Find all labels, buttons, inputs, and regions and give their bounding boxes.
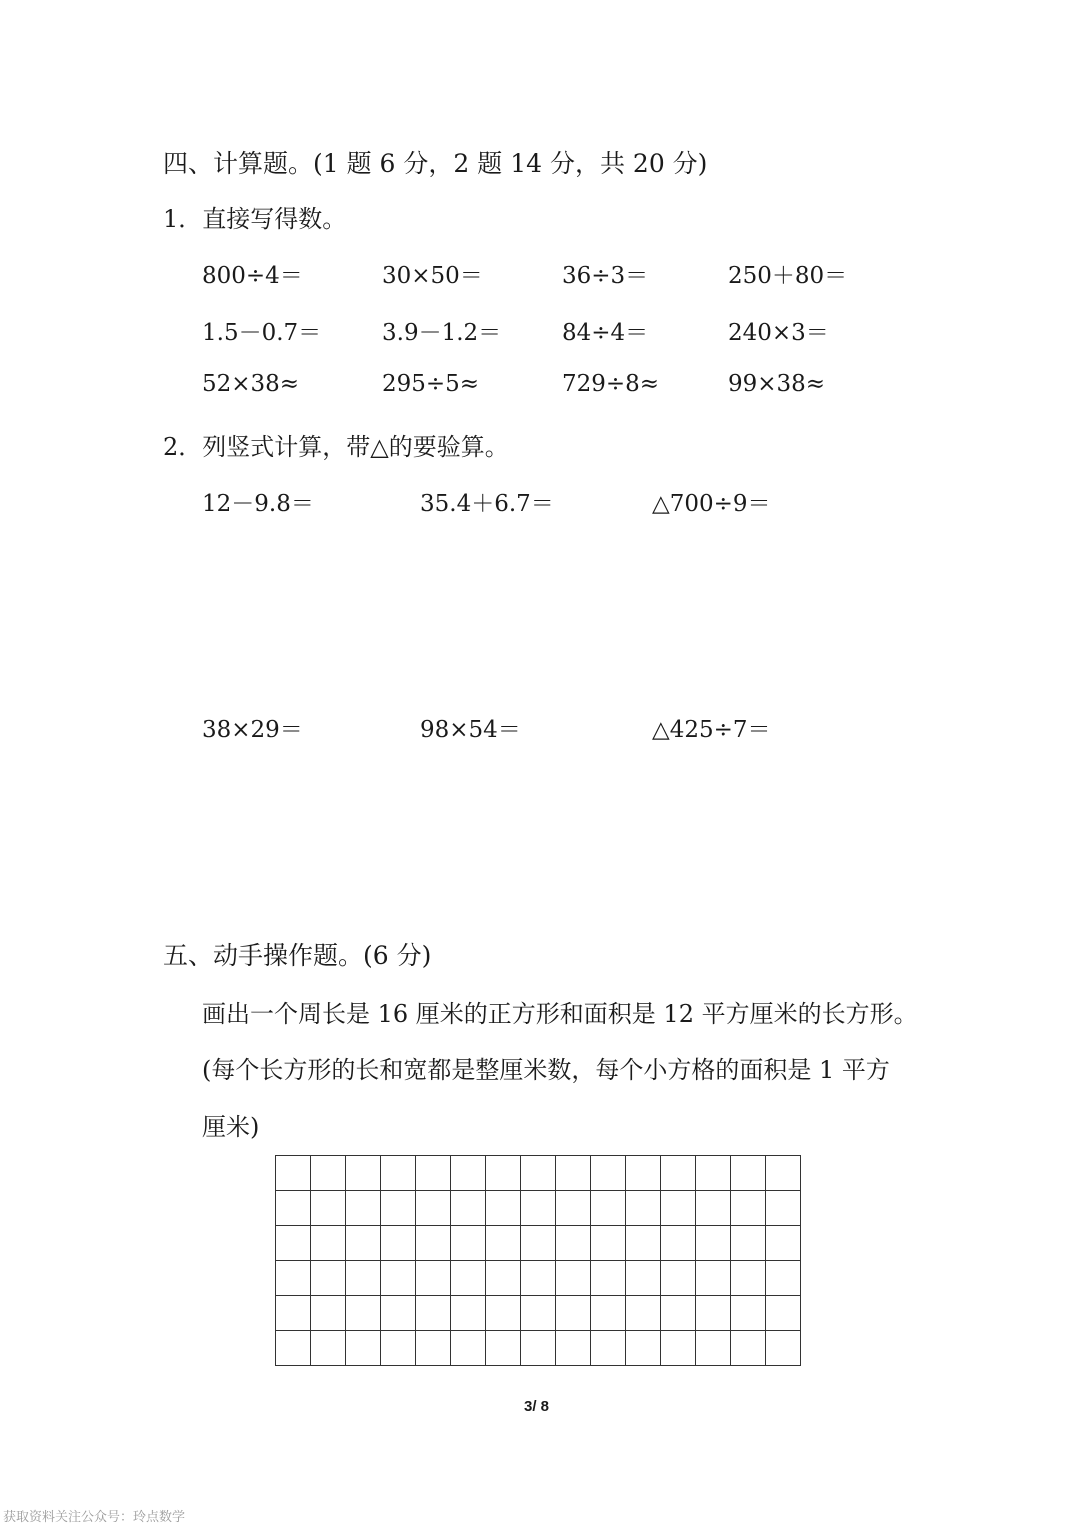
grid-cell[interactable] <box>556 1226 591 1261</box>
grid-cell[interactable] <box>591 1261 626 1296</box>
grid-cell[interactable] <box>381 1331 416 1366</box>
grid-cell[interactable] <box>766 1156 801 1191</box>
watermark: 获取资料关注公众号：玲点数学 <box>3 1510 186 1525</box>
instruction-line: 厘米) <box>202 1113 260 1141</box>
grid-cell[interactable] <box>381 1156 416 1191</box>
grid-cell[interactable] <box>381 1261 416 1296</box>
q1-expression: 250＋80＝ <box>728 263 848 289</box>
q1-expression: 99×38≈ <box>728 371 826 397</box>
grid-cell[interactable] <box>311 1156 346 1191</box>
grid-cell[interactable] <box>731 1296 766 1331</box>
grid-cell[interactable] <box>661 1191 696 1226</box>
section-4-title: 四、计算题。(1 题 6 分，2 题 14 分，共 20 分) <box>163 149 708 178</box>
grid-cell[interactable] <box>626 1331 661 1366</box>
drawing-grid[interactable] <box>275 1155 801 1366</box>
grid-cell[interactable] <box>766 1331 801 1366</box>
grid-cell[interactable] <box>521 1156 556 1191</box>
grid-cell[interactable] <box>381 1296 416 1331</box>
grid-cell[interactable] <box>486 1191 521 1226</box>
grid-cell[interactable] <box>311 1191 346 1226</box>
grid-cell[interactable] <box>276 1331 311 1366</box>
grid-cell[interactable] <box>696 1331 731 1366</box>
grid-cell[interactable] <box>451 1261 486 1296</box>
grid-cell[interactable] <box>731 1331 766 1366</box>
grid-cell[interactable] <box>416 1261 451 1296</box>
grid-cell[interactable] <box>451 1226 486 1261</box>
grid-cell[interactable] <box>591 1226 626 1261</box>
grid-row <box>276 1331 801 1366</box>
grid-row <box>276 1261 801 1296</box>
q1-expression: 240×3＝ <box>728 320 829 346</box>
grid-cell[interactable] <box>766 1261 801 1296</box>
grid-cell[interactable] <box>556 1331 591 1366</box>
q2-expression: 12－9.8＝ <box>202 491 314 517</box>
grid-cell[interactable] <box>311 1296 346 1331</box>
instruction-line: (每个长方形的长和宽都是整厘米数，每个小方格的面积是 1 平方 <box>202 1056 890 1084</box>
grid-cell[interactable] <box>696 1261 731 1296</box>
grid-cell[interactable] <box>276 1226 311 1261</box>
grid-cell[interactable] <box>451 1331 486 1366</box>
q2-expression: 38×29＝ <box>202 717 303 743</box>
q1-expression: 52×38≈ <box>202 371 300 397</box>
grid-cell[interactable] <box>311 1331 346 1366</box>
q1-expression: 3.9－1.2＝ <box>382 320 502 346</box>
grid-cell[interactable] <box>416 1296 451 1331</box>
grid-cell[interactable] <box>731 1226 766 1261</box>
grid-cell[interactable] <box>626 1296 661 1331</box>
grid-cell[interactable] <box>521 1191 556 1226</box>
grid-row <box>276 1156 801 1191</box>
grid-cell[interactable] <box>556 1296 591 1331</box>
grid-cell[interactable] <box>731 1261 766 1296</box>
grid-cell[interactable] <box>486 1261 521 1296</box>
grid-row <box>276 1191 801 1226</box>
grid-cell[interactable] <box>626 1156 661 1191</box>
grid-cell[interactable] <box>696 1296 731 1331</box>
grid-cell[interactable] <box>661 1226 696 1261</box>
q1-expression: 1.5－0.7＝ <box>202 320 322 346</box>
q2-expression: 98×54＝ <box>420 717 521 743</box>
grid-cell[interactable] <box>311 1261 346 1296</box>
grid-cell[interactable] <box>556 1156 591 1191</box>
grid-cell[interactable] <box>346 1226 381 1261</box>
q1-expression: 36÷3＝ <box>562 263 649 289</box>
question-2-label: 2．列竖式计算，带△的要验算。 <box>163 433 509 461</box>
grid-cell[interactable] <box>276 1261 311 1296</box>
grid-cell[interactable] <box>731 1191 766 1226</box>
question-1-label: 1．直接写得数。 <box>163 205 347 233</box>
grid-cell[interactable] <box>696 1156 731 1191</box>
grid-cell[interactable] <box>346 1296 381 1331</box>
instruction-line: 画出一个周长是 16 厘米的正方形和面积是 12 平方厘米的长方形。 <box>202 1000 918 1028</box>
grid-cell[interactable] <box>591 1156 626 1191</box>
grid-cell[interactable] <box>381 1191 416 1226</box>
grid-cell[interactable] <box>626 1191 661 1226</box>
q2-expression: △700÷9＝ <box>652 491 771 517</box>
grid-cell[interactable] <box>346 1156 381 1191</box>
grid-cell[interactable] <box>416 1331 451 1366</box>
q1-expression: 84÷4＝ <box>562 320 649 346</box>
grid-cell[interactable] <box>311 1226 346 1261</box>
grid-cell[interactable] <box>626 1261 661 1296</box>
grid-cell[interactable] <box>696 1191 731 1226</box>
grid-cell[interactable] <box>346 1331 381 1366</box>
grid-cell[interactable] <box>766 1191 801 1226</box>
grid-cell[interactable] <box>486 1156 521 1191</box>
q1-expression: 729÷8≈ <box>562 371 660 397</box>
grid-cell[interactable] <box>556 1191 591 1226</box>
grid-cell[interactable] <box>276 1156 311 1191</box>
grid-cell[interactable] <box>521 1226 556 1261</box>
q2-expression: △425÷7＝ <box>652 717 771 743</box>
section-5-title: 五、动手操作题。(6 分) <box>163 941 432 970</box>
grid-cell[interactable] <box>276 1296 311 1331</box>
q2-expression: 35.4＋6.7＝ <box>420 491 554 517</box>
grid-row <box>276 1226 801 1261</box>
grid-cell[interactable] <box>661 1261 696 1296</box>
grid-cell[interactable] <box>626 1226 661 1261</box>
q1-expression: 295÷5≈ <box>382 371 480 397</box>
grid-cell[interactable] <box>661 1296 696 1331</box>
grid-cell[interactable] <box>381 1226 416 1261</box>
grid-cell[interactable] <box>416 1191 451 1226</box>
grid-cell[interactable] <box>766 1226 801 1261</box>
grid-cell[interactable] <box>661 1156 696 1191</box>
grid-cell[interactable] <box>416 1156 451 1191</box>
grid-cell[interactable] <box>486 1296 521 1331</box>
page-number: 3/ 8 <box>524 1398 550 1415</box>
grid-cell[interactable] <box>486 1226 521 1261</box>
grid-cell[interactable] <box>276 1191 311 1226</box>
grid-cell[interactable] <box>521 1261 556 1296</box>
grid-cell[interactable] <box>661 1331 696 1366</box>
grid-cell[interactable] <box>486 1331 521 1366</box>
grid-cell[interactable] <box>451 1296 486 1331</box>
grid-cell[interactable] <box>451 1156 486 1191</box>
grid-cell[interactable] <box>521 1296 556 1331</box>
grid-row <box>276 1296 801 1331</box>
grid-cell[interactable] <box>346 1261 381 1296</box>
grid-cell[interactable] <box>766 1296 801 1331</box>
grid-cell[interactable] <box>416 1226 451 1261</box>
grid-cell[interactable] <box>591 1191 626 1226</box>
grid-cell[interactable] <box>591 1331 626 1366</box>
q1-expression: 30×50＝ <box>382 263 483 289</box>
grid-cell[interactable] <box>346 1191 381 1226</box>
grid-cell[interactable] <box>731 1156 766 1191</box>
grid-cell[interactable] <box>521 1331 556 1366</box>
grid-cell[interactable] <box>696 1226 731 1261</box>
q1-expression: 800÷4＝ <box>202 263 303 289</box>
grid-cell[interactable] <box>451 1191 486 1226</box>
grid-cell[interactable] <box>556 1261 591 1296</box>
grid-cell[interactable] <box>591 1296 626 1331</box>
